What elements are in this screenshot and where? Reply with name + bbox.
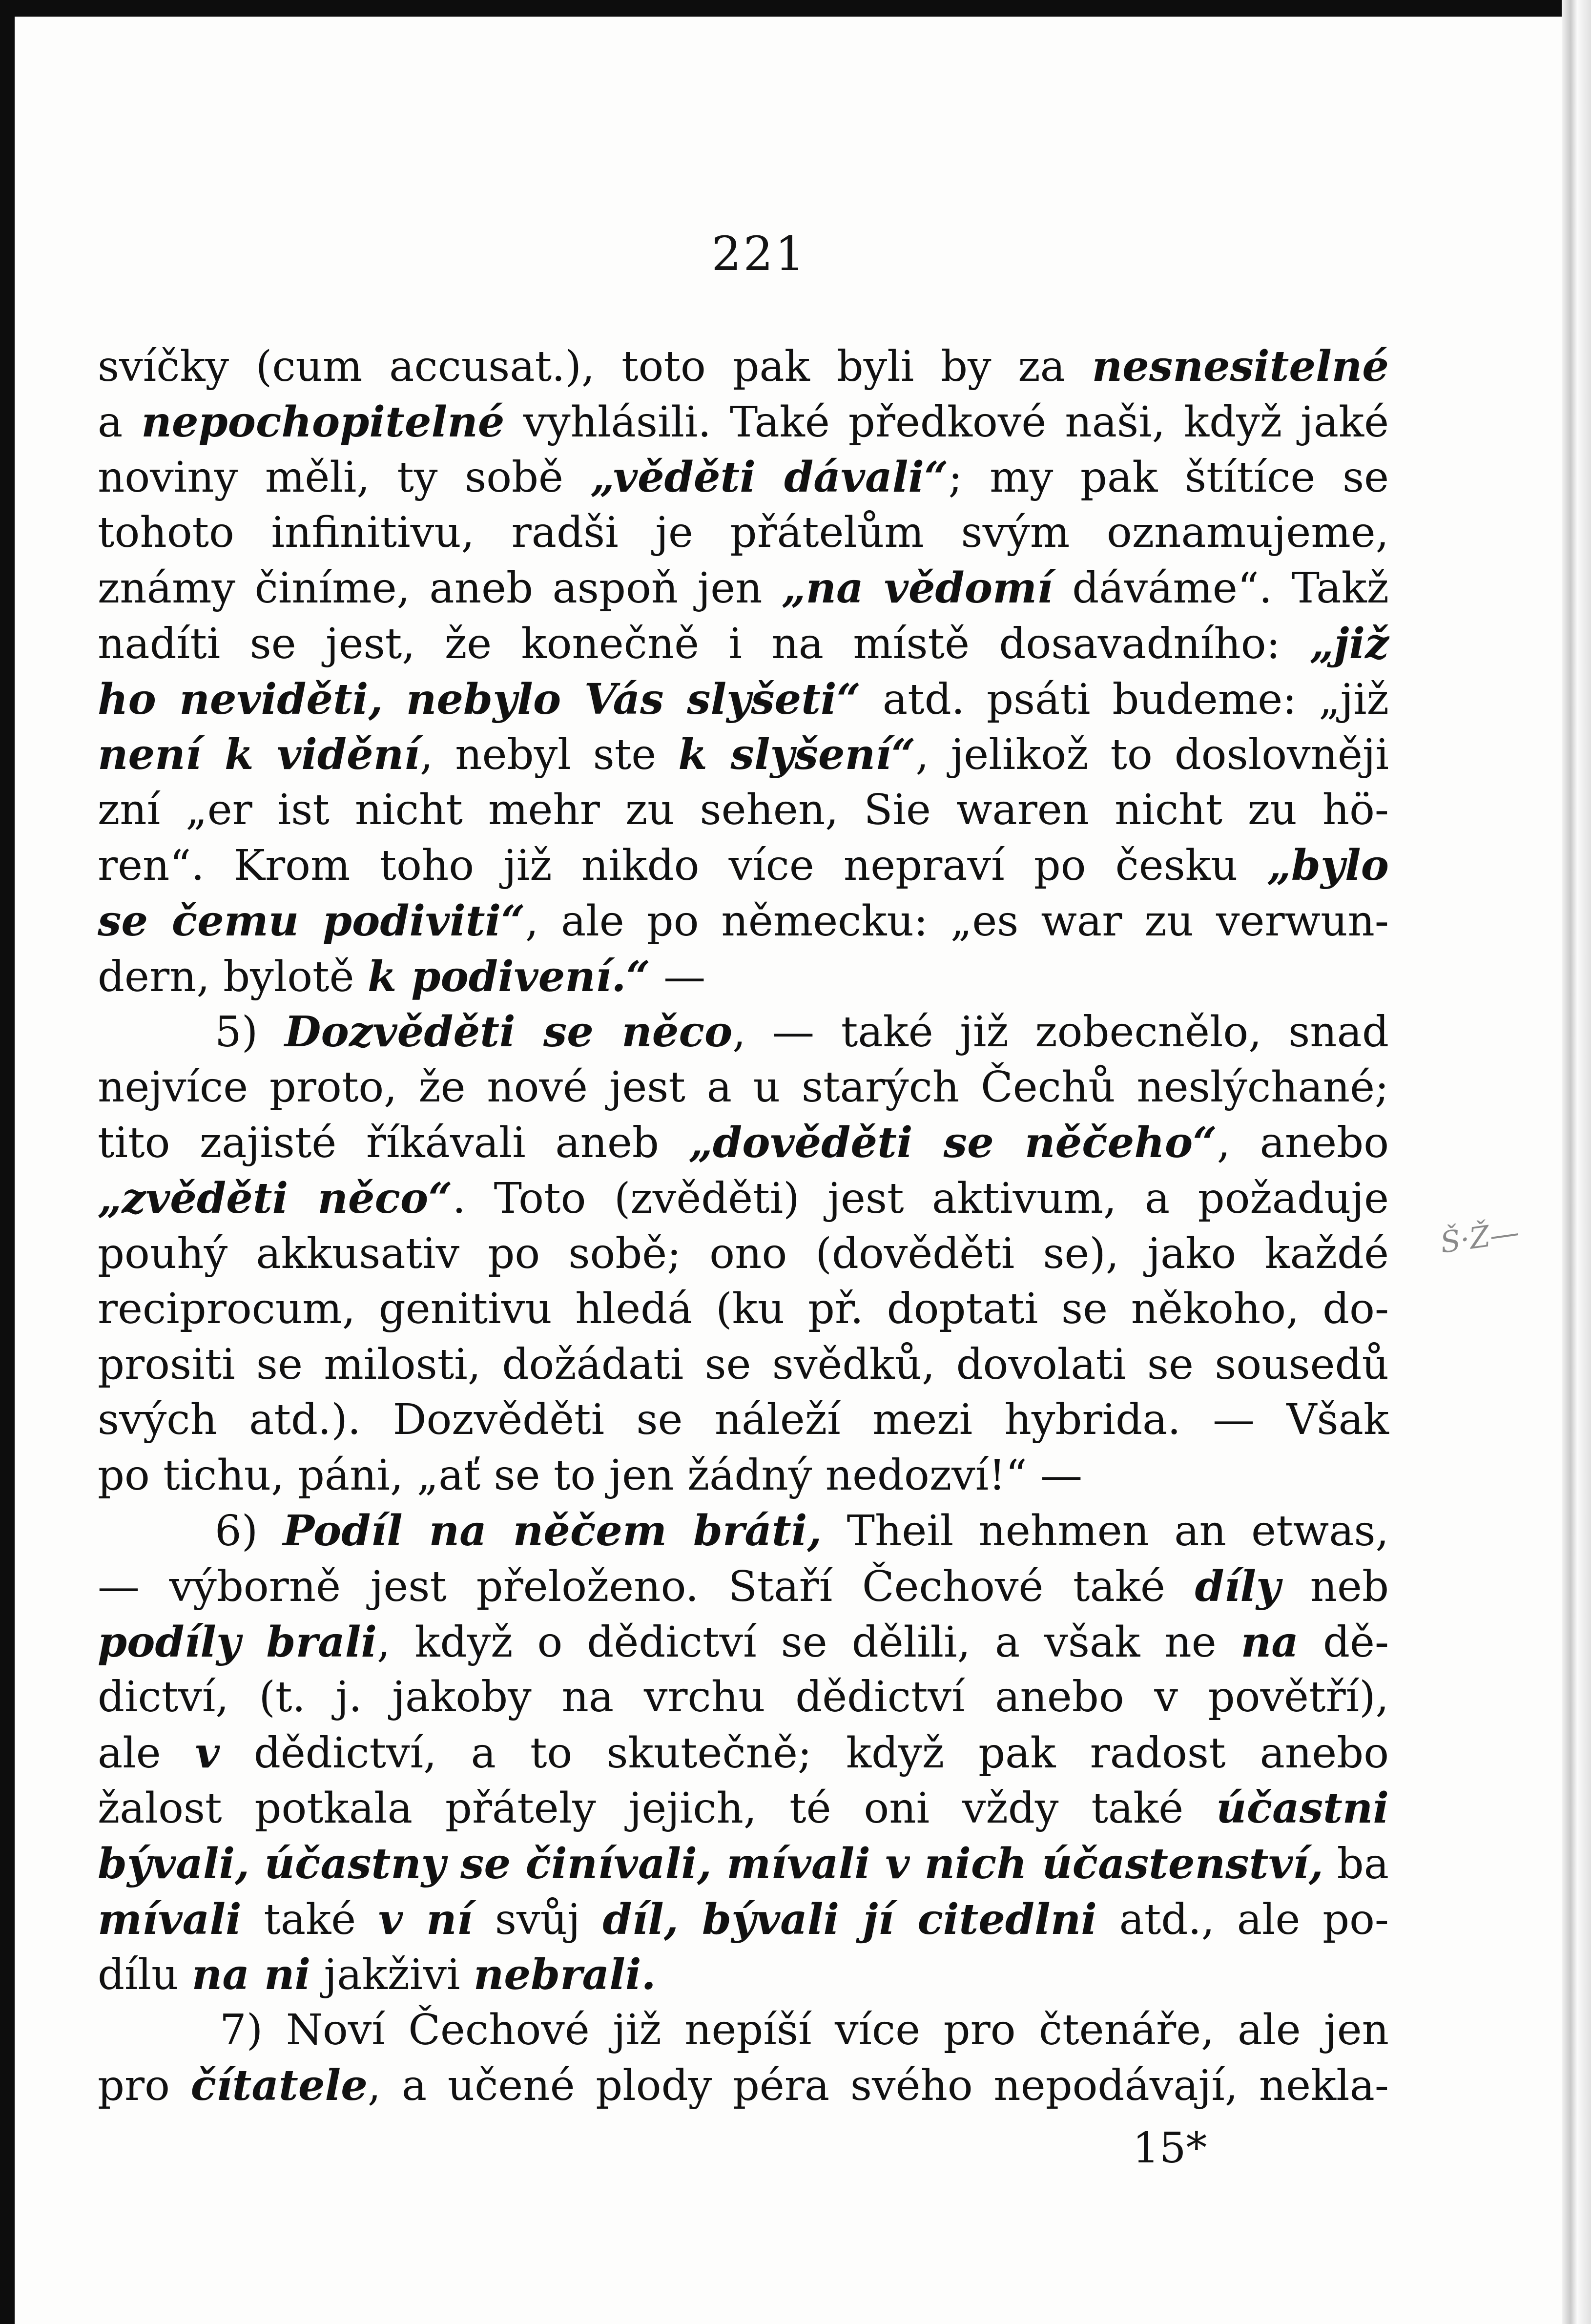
text-line [98,560,1389,616]
italic-phrase: k slyšení“ [678,730,916,780]
text-line [98,1115,1389,1171]
text-line [98,727,1389,783]
text-run: ren“. Krom toho již nikdo více nepraví po česku [98,841,1267,891]
text-run: atd., ale po- [1096,1895,1389,1944]
text-line [98,1615,1389,1670]
text-run: známy činíme, aneb aspoň jen [98,564,782,613]
text-line [98,339,1389,394]
text-run: 6) [215,1507,283,1556]
text-line [98,1171,1389,1226]
text-line [98,1226,1389,1282]
text-run: žalost potkala přátely jejich, té oni vždy také [98,1784,1217,1833]
text-run: tito zajisté říkávali aneb [98,1119,689,1168]
italic-phrase: účastni [1216,1784,1389,1833]
text-run: , nebyl ste [419,730,679,780]
text-line [98,1725,1389,1781]
text-run: nadíti se jest, že konečně i na místě dosavadního: [98,619,1310,668]
italic-phrase: v ní [378,1894,473,1944]
italic-phrase: nebrali. [473,1950,656,2000]
text-line [98,672,1389,727]
text-line [98,949,1389,1005]
text-line [98,1004,1389,1060]
italic-phrase: není k vidění [98,730,420,780]
page-edge [1562,0,1591,2324]
text-line [98,1060,1389,1116]
book-page [15,17,1562,2324]
italic-phrase: na ni [191,1950,311,2000]
italic-phrase: mívali [98,1894,242,1944]
italic-phrase: čítatele [190,2061,368,2111]
text-run: , když o dědictví se dělili, a však ne [377,1618,1241,1667]
text-line [98,2058,1389,2114]
italic-phrase: „zvěděti něco“ [98,1173,453,1223]
italic-phrase: se čemu podiviti“ [98,896,525,946]
text-run: prositi se milosti, dožádati se svědků, dovolati se sousedů [98,1340,1389,1389]
text-line [98,1670,1389,1725]
text-line [98,783,1389,838]
text-run: Theil nehmen an etwas, [822,1507,1389,1556]
text-line [98,1282,1389,1337]
text-run: 7) Noví Čechové již nepíší více pro čtenáře, ale jen [220,2005,1389,2054]
italic-phrase: Podíl na něčem bráti, [283,1506,822,1556]
margin-annotation: Š·Ž— [1438,1215,1521,1260]
text-run: dern, bylotě [98,952,368,1001]
text-run: dě- [1298,1618,1389,1667]
text-run: reciprocum, genitivu hledá (ku př. doptati se někoho, do- [98,1285,1389,1334]
page-number: 221 [711,227,807,281]
text-line [98,893,1389,949]
italic-phrase: v [195,1728,220,1778]
text-run: pro [98,2061,191,2111]
italic-phrase: Dozvěděti se něco [284,1007,733,1057]
italic-phrase: „již [1309,619,1389,668]
text-run: také [241,1895,378,1944]
text-line [98,1392,1389,1448]
italic-phrase: ho neviděti, nebylo Vás slyšeti“ [98,674,861,724]
text-run: svůj [473,1895,603,1944]
text-line [98,1337,1389,1393]
text-run: atd. psáti budeme: „již [861,675,1389,724]
italic-phrase: nepochopitelné [141,397,505,447]
text-line [98,1448,1389,1504]
text-line [98,1836,1389,1892]
text-line [98,2003,1389,2058]
text-run: , a učené plody péra svého nepodávají, nekla- [367,2061,1389,2111]
text-run: dílu [98,1950,192,2000]
text-run: ; my pak štítíce se [948,453,1389,502]
italic-phrase: na [1240,1617,1299,1667]
text-line [98,505,1389,561]
text-run: noviny měli, ty sobě [98,453,591,502]
text-run: a [98,397,142,447]
italic-phrase: „bylo [1267,841,1389,891]
text-run: tohoto infinitivu, radši je přátelům svým oznamujeme, [98,508,1389,557]
text-run: dědictví, a to skutečně; když pak radost anebo [219,1728,1389,1778]
italic-phrase: díly [1195,1562,1281,1612]
text-line [98,450,1389,505]
text-run: ale [98,1728,195,1778]
text-run: pouhý akkusativ po sobě; ono (dověděti se), jako každé [98,1229,1389,1278]
signature-mark: 15* [1133,2124,1207,2173]
text-run: vyhlásili. Také předkové naši, když jaké [504,397,1389,447]
italic-phrase: k podivení.“ [367,952,650,1001]
body-text [98,339,1389,2114]
text-line [98,838,1389,893]
text-run: po tichu, páni, „ať se to jen žádný nedozví!“ — [98,1451,1083,1500]
text-line [98,1892,1389,1948]
italic-phrase: „na vědomí [782,563,1053,613]
text-run: nejvíce proto, že nové jest a u starých Čechů neslýchané; [98,1062,1389,1112]
text-line [98,394,1389,450]
text-line [98,1947,1389,2003]
text-run: svíčky (cum accusat.), toto pak byli by za [98,342,1092,391]
text-run: , anebo [1217,1119,1389,1168]
text-run: — výborně jest přeloženo. Staří Čechové také [98,1562,1195,1612]
text-run: neb [1281,1562,1389,1612]
text-line [98,1503,1389,1559]
text-run: jakživi [310,1950,474,2000]
text-run: , jelikož to doslovněji [915,730,1389,780]
text-run: dáváme“. Takž [1053,564,1389,613]
italic-phrase: „věděti dávali“ [590,453,949,502]
italic-phrase: díl, bývali jí citedlni [602,1894,1097,1944]
text-run: zní „er ist nicht mehr zu sehen, Sie waren nicht zu hö- [98,785,1389,834]
text-line [98,1781,1389,1836]
text-run: 5) [215,1008,285,1057]
text-line [98,1559,1389,1615]
text-run: dictví, (t. j. jakoby na vrchu dědictví anebo v povětří), [98,1673,1389,1722]
text-run: — [650,952,706,1001]
text-run: svých atd.). Dozvěděti se náleží mezi hybrida. — Však [98,1395,1389,1445]
italic-phrase: „dověděti se něčeho“ [688,1118,1217,1168]
italic-phrase: podíly brali [98,1617,377,1667]
text-run: ba [1323,1840,1389,1889]
text-run: . Toto (zvěděti) jest aktivum, a požaduje [452,1174,1389,1223]
text-line [98,616,1389,672]
text-run: , ale po německu: „es war zu verwun- [525,896,1389,946]
italic-phrase: nesnesitelné [1092,342,1389,391]
text-run: , — také již zobecnělo, snad [732,1008,1389,1057]
italic-phrase: bývali, účastny se činívali, mívali v nich účastenství, [98,1839,1323,1889]
